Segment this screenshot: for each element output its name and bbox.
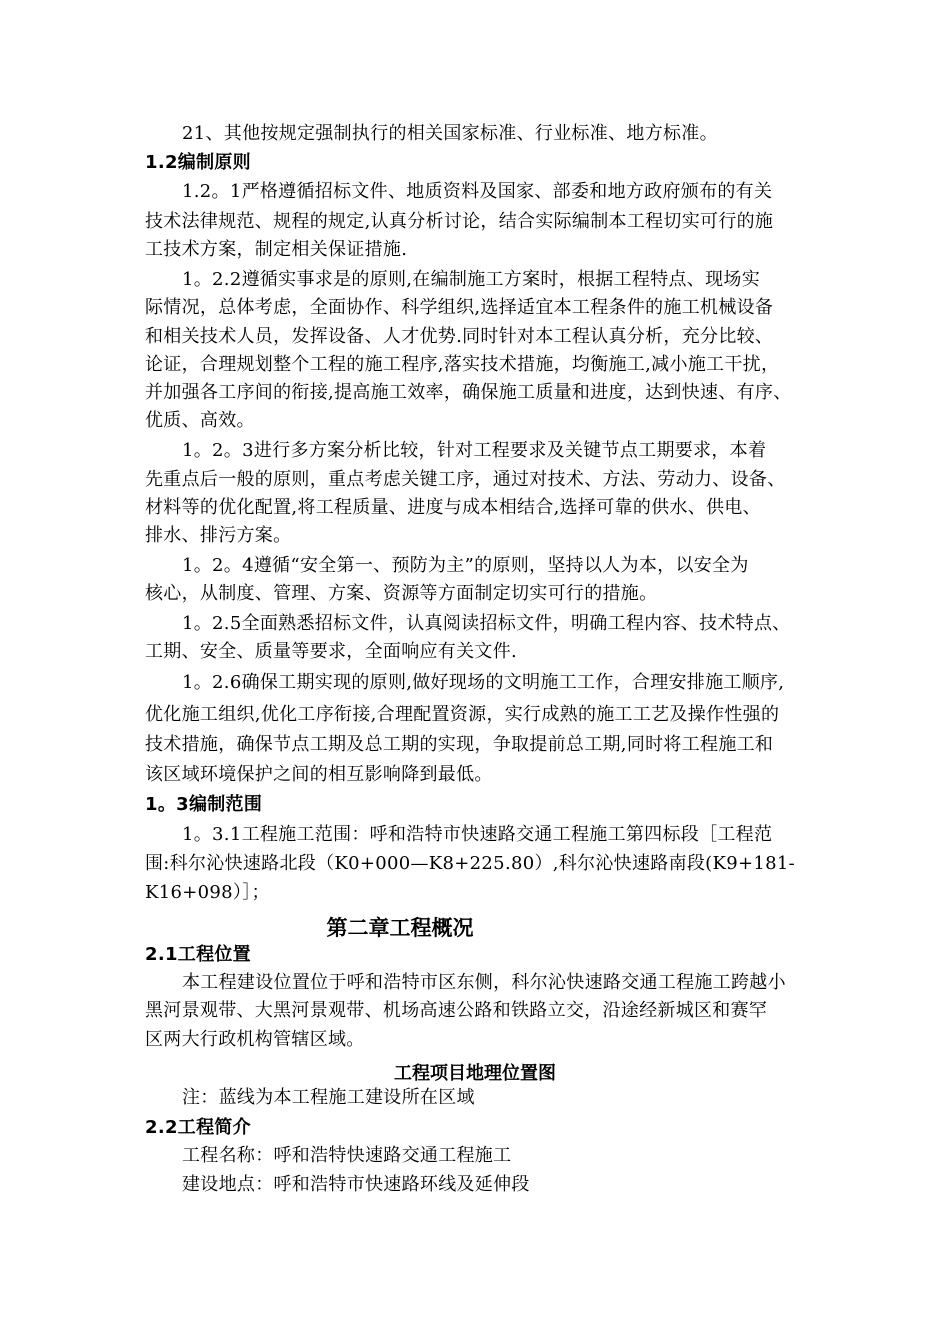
section-heading: 2.1工程位置 — [145, 944, 251, 965]
para-line: 21、其他按规定强制执行的相关国家标准、行业标准、地方标准。 — [182, 123, 718, 144]
para-line: 黑河景观带、大黑河景观带、机场高速公路和铁路立交，沿途经新城区和赛罕 — [145, 1000, 768, 1021]
para-line: 建设地点：呼和浩特市快速路环线及延伸段 — [182, 1174, 530, 1195]
para-line: 1。2。3进行多方案分析比较，针对工程要求及关键节点工期要求，本着 — [182, 440, 767, 461]
para-line: 优质、高效。 — [145, 410, 255, 431]
para-line: 技术法律规范、规程的规定,认真分析讨论，结合实际编制本工程切实可行的施 — [145, 211, 774, 232]
para-line: 该区域环境保护之间的相互影响降到最低。 — [145, 764, 493, 785]
para-line: 1。3.1工程施工范围：呼和浩特市快速路交通工程施工第四标段［工程范 — [182, 824, 773, 845]
para-line: 工程名称：呼和浩特快速路交通工程施工 — [182, 1145, 512, 1166]
para-line: 区两大行政机构管辖区域。 — [145, 1029, 365, 1050]
para-line: 1.2。1严格遵循招标文件、地质资料及国家、部委和地方政府颁布的有关 — [182, 181, 773, 202]
para-line: 优化施工组织,优化工序衔接,合理配置资源，实行成熟的施工工艺及操作性强的 — [145, 704, 780, 725]
para-line: 技术措施，确保节点工期及总工期的实现，争取提前总工期,同时将工程施工和 — [145, 734, 774, 755]
para-line: 工技术方案，制定相关保证措施. — [145, 239, 408, 260]
para-line: 际情况，总体考虑，全面协作、科学组织,选择适宜本工程条件的施工机械设备 — [145, 297, 774, 318]
section-heading: 1.2编制原则 — [145, 152, 251, 173]
section-heading: 1。3编制范围 — [145, 794, 263, 815]
para-line: 1。2.6确保工期实现的原则,做好现场的文明施工工作，合理安排施工顺序, — [182, 672, 785, 693]
section-heading: 2.2工程简介 — [145, 1117, 251, 1138]
para-line: 围:科尔沁快速路北段（K0+000—K8+225.80）,科尔沁快速路南段(K9+181- — [145, 853, 796, 874]
para-line: 并加强各工序间的衔接,提高施工效率，确保施工质量和进度，达到快速、有序、 — [145, 382, 792, 403]
para-line: 和相关技术人员，发挥设备、人才优势.同时针对本工程认真分析，充分比较、 — [145, 326, 774, 347]
para-line: 材料等的优化配置,将工程质量、进度与成本相结合,选择可靠的供水、供电、 — [145, 497, 761, 518]
para-line: 1。2.2遵循实事求是的原则,在编制施工方案时，根据工程特点、现场实 — [182, 269, 760, 290]
para-line: K16+098）］； — [145, 882, 270, 903]
para-line: 排水、排污方案。 — [145, 525, 292, 546]
para-line: 工期、安全、质量等要求，全面响应有关文件. — [145, 641, 518, 662]
para-line: 1。2。4遵循“安全第一、预防为主”的原则，坚持以人为本，以安全为 — [182, 555, 749, 576]
chapter-title: 第二章工程概况 — [326, 916, 474, 940]
para-line: 本工程建设位置位于呼和浩特市区东侧，科尔沁快速路交通工程施工跨越小 — [182, 972, 786, 993]
figure-note: 注：蓝线为本工程施工建设所在区域 — [182, 1087, 475, 1108]
para-line: 1。2.5全面熟悉招标文件，认真阅读招标文件，明确工程内容、技术特点、 — [182, 613, 791, 634]
para-line: 核心，从制度、管理、方案、资源等方面制定切实可行的措施。 — [145, 583, 658, 604]
figure-caption: 工程项目地理位置图 — [394, 1063, 556, 1084]
para-line: 论证，合理规划整个工程的施工程序,落实技术措施，均衡施工,减小施工干扰， — [145, 354, 780, 375]
para-line: 先重点后一般的原则，重点考虑关键工序，通过对技术、方法、劳动力、设备、 — [145, 469, 786, 490]
